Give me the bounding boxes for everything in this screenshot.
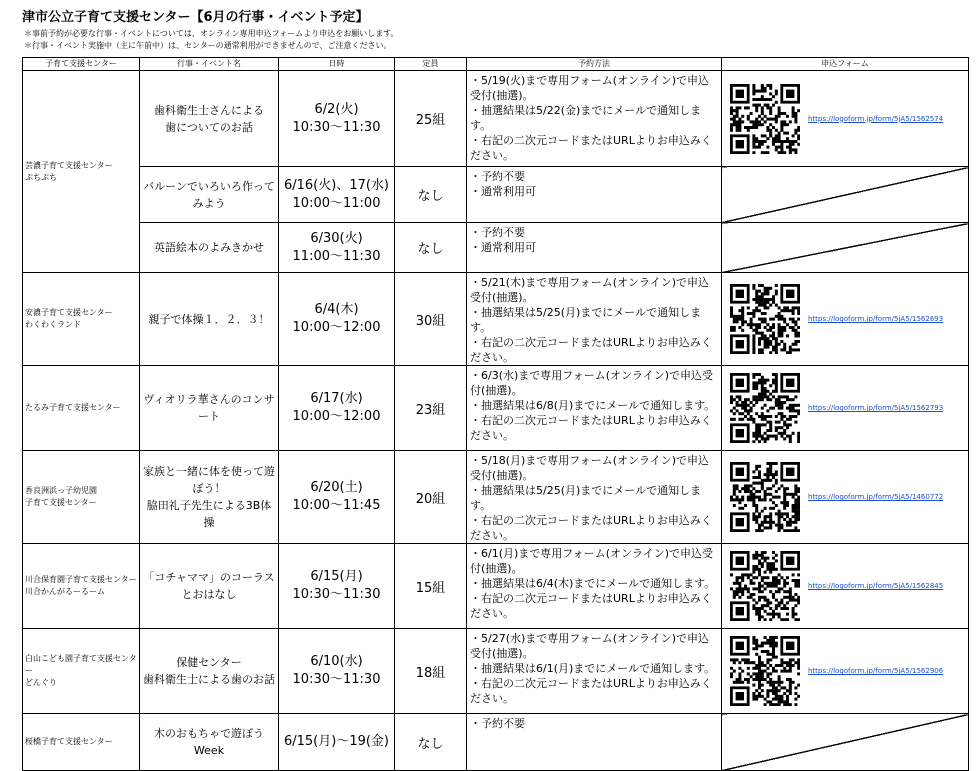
qr-code-icon[interactable] xyxy=(730,636,800,706)
text-line: ・抽選結果は6/8(月)までにメールで通知します。 xyxy=(470,399,716,412)
application-form-cell xyxy=(722,71,969,167)
header-method: 予約方法 xyxy=(467,58,722,71)
text-line: 6/16(火)、17(水) xyxy=(283,177,390,193)
text-line: ・通常利用可 xyxy=(470,185,536,198)
qr-code-icon[interactable] xyxy=(730,551,800,621)
text-line: 親子で体操１．２．３！ xyxy=(148,312,270,326)
reservation-method-cell xyxy=(467,714,722,771)
text-line: 脇田礼子先生による3B体操 xyxy=(146,499,272,529)
center-name-cell xyxy=(23,273,140,366)
reservation-method-cell xyxy=(467,544,722,629)
event-schedule-table xyxy=(22,57,969,771)
header-event: 行事・イベント名 xyxy=(140,58,279,71)
text-line: 歯科衛生士さんによる xyxy=(154,103,264,117)
text-line: ・予約不要 xyxy=(470,170,525,183)
application-form-cell xyxy=(722,451,969,544)
text-line: ・抽選結果は5/25(月)までにメールで通知します。 xyxy=(470,484,702,512)
table-row xyxy=(23,223,969,273)
application-form-cell xyxy=(722,366,969,451)
event-name-cell xyxy=(140,366,279,451)
no-form-cell xyxy=(722,223,969,273)
text-line: ヴィオリラ華さんのコンサート xyxy=(143,393,275,423)
text-line: 6/17(水) xyxy=(310,391,363,406)
text-line: 川合かんがるーるーム xyxy=(25,587,105,596)
form-url-link[interactable]: https://logoform.jp/form/5jA5/1562574 xyxy=(808,114,944,123)
datetime-cell xyxy=(279,544,395,629)
datetime-cell xyxy=(279,366,395,451)
application-form-cell xyxy=(722,273,969,366)
text-line: ・抽選結果は5/25(月)までにメールで通知します。 xyxy=(470,306,702,334)
application-form-cell xyxy=(722,629,969,714)
form-url-link[interactable]: https://logoform.jp/form/5jA5/1460772 xyxy=(808,493,944,501)
form-url-link[interactable]: https://logoform.jp/form/5jA5/1562906 xyxy=(808,667,944,675)
text-line: ・5/18(月)まで専用フォーム(オンライン)で申込受付(抽選)。 xyxy=(470,454,709,482)
text-line: ・右記の二次元コードまたはURLよりお申込みください。 xyxy=(470,134,712,162)
text-line: 6/30(火) xyxy=(310,230,363,246)
capacity-cell: 20組 xyxy=(395,451,467,544)
text-line: 10:00～11:45 xyxy=(292,498,381,513)
text-line: 家族と一緒に体を使って遊ぼう！ xyxy=(143,465,275,495)
text-line: 10:30～11:30 xyxy=(292,587,381,602)
header-datetime: 日時 xyxy=(279,58,395,71)
text-line: 10:30～11:30 xyxy=(292,672,381,687)
datetime-cell xyxy=(279,451,395,544)
datetime-cell xyxy=(279,71,395,167)
text-line: 子育て支援センター xyxy=(25,498,97,507)
event-name-cell xyxy=(140,544,279,629)
form-url-link[interactable]: https://logoform.jp/form/5jA5/1562845 xyxy=(808,582,944,590)
text-line: 10:00～12:00 xyxy=(292,409,381,424)
text-line: 「コチャママ」のコーラスとおはなし xyxy=(143,571,275,601)
qr-code-icon[interactable] xyxy=(730,373,800,443)
center-name-cell xyxy=(23,451,140,544)
note-usage: ＊行事・イベント実施中（主に午前中）は、センターの通常利用ができませんので、ご注意ください。 xyxy=(24,41,392,50)
text-line: 6/20(土) xyxy=(310,480,363,495)
application-form-cell xyxy=(722,544,969,629)
capacity-cell: なし xyxy=(395,714,467,771)
text-line: ・5/21(木)まで専用フォーム(オンライン)で申込受付(抽選)。 xyxy=(470,276,709,304)
text-line: ・右記の二次元コードまたはURLよりお申込みください。 xyxy=(470,336,712,364)
text-line: 芸濃子育て支援センター xyxy=(25,160,113,170)
text-line: 6/10(水) xyxy=(310,654,363,669)
table-row xyxy=(23,714,969,771)
reservation-method-cell xyxy=(467,451,722,544)
text-line: 10:30～11:30 xyxy=(292,119,381,135)
reservation-method-cell xyxy=(467,223,722,273)
text-line: 川合保育園子育て支援センター xyxy=(25,575,137,584)
center-name-cell xyxy=(23,629,140,714)
text-line: ・通常利用可 xyxy=(470,241,536,254)
text-line: 安濃子育て支援センター xyxy=(25,308,113,317)
event-name-cell xyxy=(140,451,279,544)
capacity-cell: 23組 xyxy=(395,366,467,451)
text-line: バルーンでいろいろ作ってみよう xyxy=(143,179,275,210)
text-line: 10:00～11:00 xyxy=(292,195,381,211)
text-line: ・6/1(月)まで専用フォーム(オンライン)で申込受付(抽選)。 xyxy=(470,547,713,575)
header-center: 子育て支援センター xyxy=(23,58,140,71)
text-line: ・抽選結果は6/1(月)までにメールで通知します。 xyxy=(470,662,716,675)
event-name-cell xyxy=(140,71,279,167)
reservation-method-cell xyxy=(467,273,722,366)
table-row xyxy=(23,544,969,629)
text-line: ・抽選結果は5/22(金)までにメールで通知します。 xyxy=(470,104,702,132)
datetime-cell xyxy=(279,714,395,771)
table-row xyxy=(23,366,969,451)
page-title: 津市公立子育て支援センター【6月の行事・イベント予定】 xyxy=(22,10,369,25)
text-line: ・5/27(水)まで専用フォーム(オンライン)で申込受付(抽選)。 xyxy=(470,632,709,660)
text-line: 6/2(火) xyxy=(314,101,359,117)
text-line: 桜橋子育て支援センター xyxy=(25,737,113,746)
text-line: 保健センター xyxy=(176,656,242,669)
text-line: ・右記の二次元コードまたはURLよりお申込みください。 xyxy=(470,414,712,442)
text-line: ・右記の二次元コードまたはURLよりお申込みください。 xyxy=(470,592,712,620)
text-line: ・抽選結果は6/4(木)までにメールで通知します。 xyxy=(470,577,716,590)
form-url-link[interactable]: https://logoform.jp/form/5jA5/1562693 xyxy=(808,315,944,323)
reservation-method-cell xyxy=(467,71,722,167)
text-line: 歯科衛生士による歯のお話 xyxy=(143,673,275,686)
text-line: ・6/3(水)まで専用フォーム(オンライン)で申込受付(抽選)。 xyxy=(470,369,713,397)
table-row xyxy=(23,273,969,366)
datetime-cell xyxy=(279,223,395,273)
center-name-cell xyxy=(23,366,140,451)
text-line: 6/4(木) xyxy=(314,302,359,317)
event-name-cell xyxy=(140,273,279,366)
no-form-cell xyxy=(722,167,969,223)
text-line: 11:00～11:30 xyxy=(292,248,381,264)
datetime-cell xyxy=(279,629,395,714)
text-line: ・右記の二次元コードまたはURLよりお申込みください。 xyxy=(470,514,712,542)
qr-code-icon[interactable] xyxy=(730,462,800,532)
qr-code-icon[interactable] xyxy=(730,84,800,154)
table-header-row xyxy=(23,58,969,71)
text-line: 香良洲浜っ子幼児園 xyxy=(25,486,97,495)
reservation-method-cell xyxy=(467,629,722,714)
center-name-cell xyxy=(23,71,140,273)
text-line: 白山こども園子育て支援センター xyxy=(25,654,137,675)
event-name-cell xyxy=(140,629,279,714)
capacity-cell: 30組 xyxy=(395,273,467,366)
capacity-cell: 15組 xyxy=(395,544,467,629)
text-line: 10:00～12:00 xyxy=(292,320,381,335)
header-form: 申込フォーム xyxy=(722,58,969,71)
reservation-method-cell xyxy=(467,167,722,223)
text-line: どんぐり xyxy=(25,678,57,687)
table-row xyxy=(23,71,969,167)
capacity-cell: なし xyxy=(395,223,467,273)
text-line: ・予約不要 xyxy=(470,226,525,239)
event-name-cell xyxy=(140,167,279,223)
event-name-cell xyxy=(140,223,279,273)
center-name-cell xyxy=(23,544,140,629)
reservation-method-cell xyxy=(467,366,722,451)
text-line: 6/15(月)～19(金) xyxy=(283,734,390,749)
capacity-cell: 25組 xyxy=(395,71,467,167)
datetime-cell xyxy=(279,167,395,223)
form-url-link[interactable]: https://logoform.jp/form/5jA5/1562793 xyxy=(808,404,944,412)
table-row xyxy=(23,629,969,714)
text-line: 木のおもちゃで遊ぼうWeek xyxy=(154,727,264,757)
datetime-cell xyxy=(279,273,395,366)
qr-code-icon[interactable] xyxy=(730,284,800,354)
no-form-cell xyxy=(722,714,969,771)
text-line: ・予約不要 xyxy=(470,717,525,730)
note-reservation: ＊事前予約が必要な行事・イベントについては、オンライン専用申込フォームより申込をお願いします。 xyxy=(24,29,399,38)
text-line: わくわくランド xyxy=(25,320,81,329)
table-row xyxy=(23,167,969,223)
capacity-cell: 18組 xyxy=(395,629,467,714)
table-row xyxy=(23,451,969,544)
text-line: 歯についてのお話 xyxy=(165,120,253,134)
text-line: ・5/19(火)まで専用フォーム(オンライン)で申込受付(抽選)。 xyxy=(470,74,709,102)
text-line: たるみ子育て支援センター xyxy=(25,403,121,412)
text-line: 英語絵本のよみきかせ xyxy=(154,241,264,254)
event-name-cell xyxy=(140,714,279,771)
capacity-cell: なし xyxy=(395,167,467,223)
text-line: 6/15(月) xyxy=(310,569,363,584)
text-line: ・右記の二次元コードまたはURLよりお申込みください。 xyxy=(470,677,712,705)
header-capacity: 定員 xyxy=(395,58,467,71)
center-name-cell xyxy=(23,714,140,771)
text-line: ぷちぷち xyxy=(25,172,57,182)
